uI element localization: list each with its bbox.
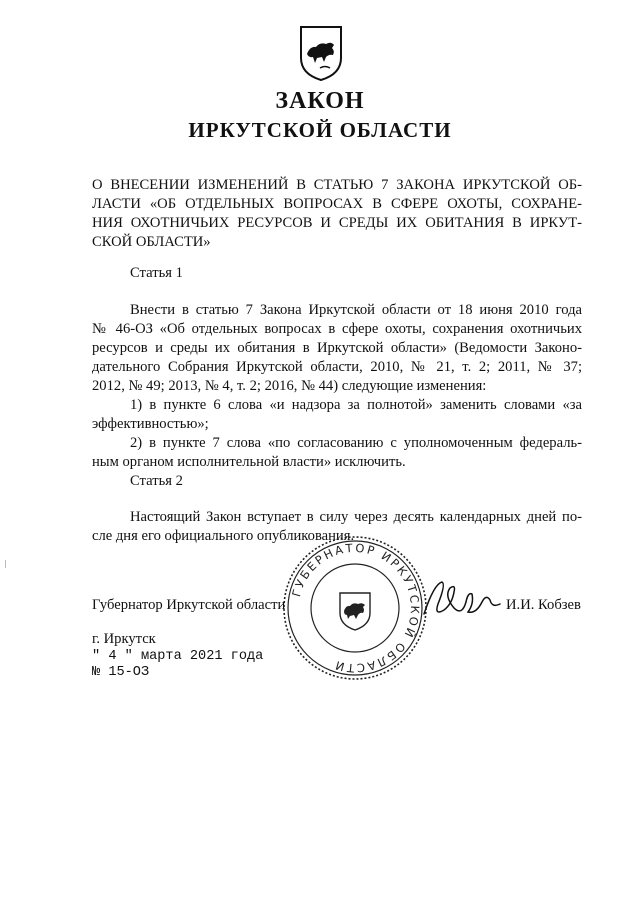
paragraph-line: Настоящий Закон вступает в силу через десять календарных дней по- — [130, 509, 582, 525]
adoption-date: " 4 " марта 2021 года — [92, 649, 264, 664]
subject-line: ЛАСТИ «ОБ ОТДЕЛЬНЫХ ВОПРОСАХ В СФЕРЕ ОХОТЫ, СОХРАНЕ- — [92, 196, 582, 212]
paragraph-line: 2012, № 49; 2013, № 4, т. 2; 2016, № 44) следующие изменения: — [92, 378, 487, 394]
scan-edge-mark — [5, 560, 6, 568]
paragraph-line: сле дня его официального опубликования. — [92, 528, 355, 544]
article-1-heading: Статья 1 — [130, 265, 183, 281]
law-subject — [92, 176, 582, 252]
coat-of-arms-emblem — [298, 24, 344, 82]
paragraph-line: № 46-ОЗ «Об отдельных вопросах в сфере охоты, сохранения охотничьих — [92, 321, 582, 337]
seal-text: ГУБЕРНАТОР ИРКУТСКОЙ ОБЛАСТИ — [289, 540, 423, 676]
subject-line: О ВНЕСЕНИИ ИЗМЕНЕНИЙ В СТАТЬЮ 7 ЗАКОНА ИРКУТСКОЙ ОБ- — [92, 177, 582, 193]
paragraph-line: эффективностью»; — [92, 416, 209, 432]
city-label: г. Иркутск — [92, 631, 156, 647]
handwritten-signature — [420, 574, 504, 622]
document-title-region: ИРКУТСКОЙ ОБЛАСТИ — [188, 118, 452, 142]
subject-line: СКОЙ ОБЛАСТИ» — [92, 234, 211, 250]
paragraph-line: ресурсов и среды их обитания в Иркутской области» (Ведомости Законо- — [92, 340, 582, 356]
subject-line: НИЯ ОХОТНИЧЬИХ РЕСУРСОВ И СРЕДЫ ИХ ОБИТАНИЯ В ИРКУТ- — [92, 215, 582, 231]
law-number: № 15-ОЗ — [92, 665, 150, 680]
official-seal — [282, 535, 428, 681]
paragraph-line: 2) в пункте 7 слова «по согласованию с уполномоченным федераль- — [130, 435, 582, 451]
paragraph-line: дательного Собрания Иркутской области, 2010, № 21, т. 2; 2011, № 37; — [92, 359, 582, 375]
article-1-body — [92, 301, 582, 472]
document-title: ЗАКОН — [275, 88, 365, 114]
article-2-heading: Статья 2 — [130, 473, 183, 489]
governor-position: Губернатор Иркутской области — [92, 597, 286, 613]
paragraph-line: ным органом исполнительной власти» исключить. — [92, 454, 406, 470]
governor-name: И.И. Кобзев — [506, 597, 581, 613]
paragraph-line: Внести в статью 7 Закона Иркутской области от 18 июня 2010 года — [130, 302, 582, 318]
paragraph-line: 1) в пункте 6 слова «и надзора за полнотой» заменить словами «за — [130, 397, 582, 413]
